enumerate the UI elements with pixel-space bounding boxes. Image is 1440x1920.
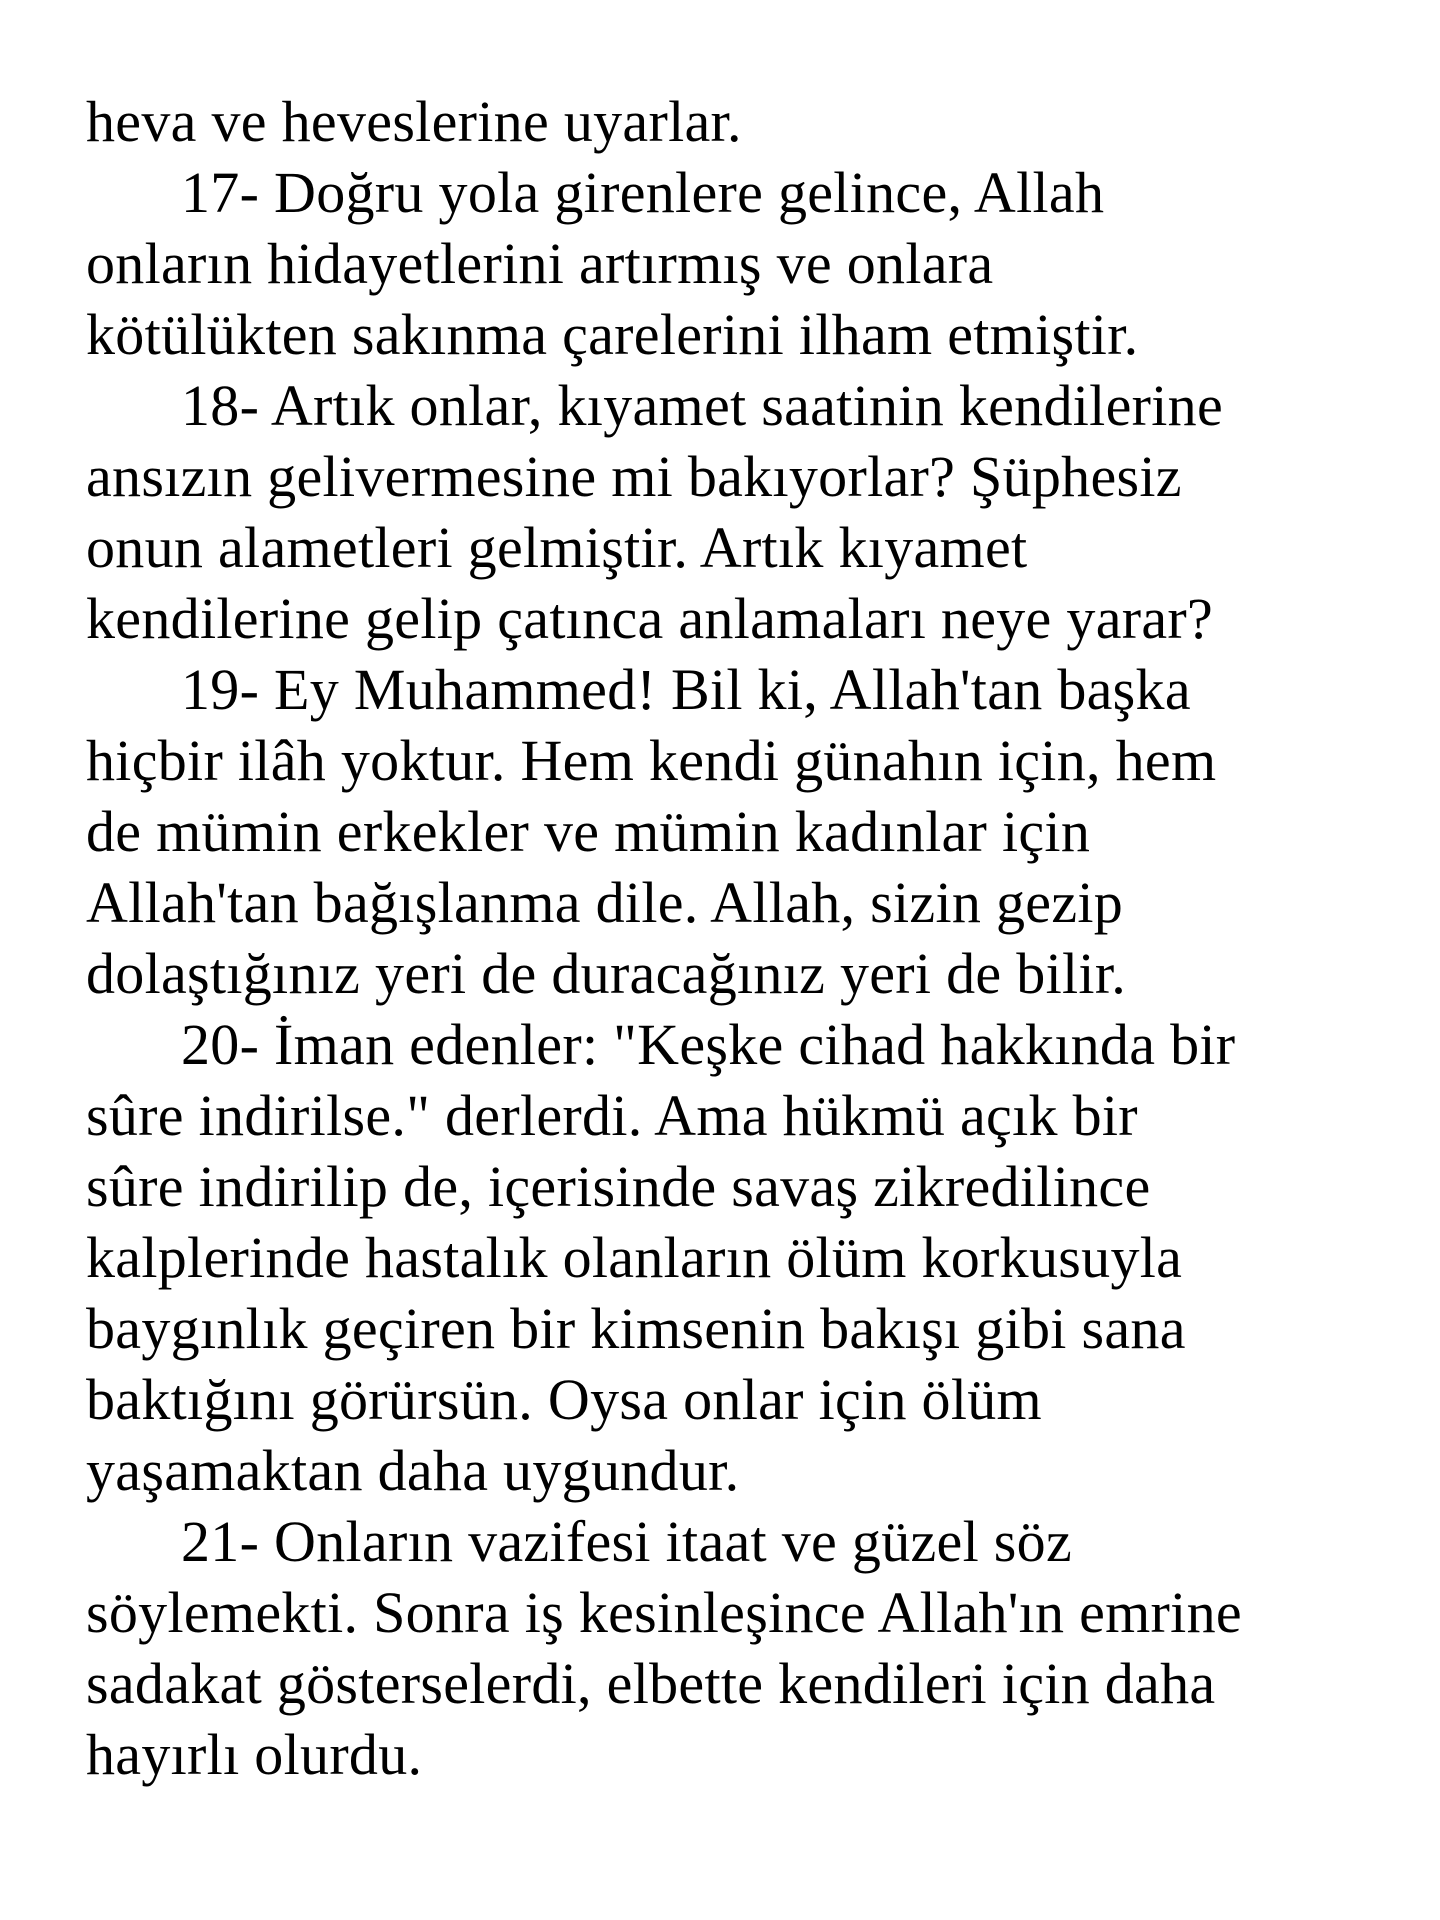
text-line: sûre indirilse." derlerdi. Ama hükmü açık bir	[86, 1083, 1138, 1148]
verse-21-start: 21- Onların vazifesi itaat ve güzel söz	[181, 1509, 1073, 1574]
text-line: dolaştığınız yeri de duracağınız yeri de bilir.	[86, 941, 1127, 1006]
text-line: baygınlık geçiren bir kimsenin bakışı gibi sana	[86, 1296, 1186, 1361]
text-line: onların hidayetlerini artırmış ve onlara	[86, 231, 994, 296]
text-line: de mümin erkekler ve mümin kadınlar için	[86, 799, 1091, 864]
text-line: söylemekti. Sonra iş kesinleşince Allah'ın emrine	[86, 1580, 1242, 1645]
text-line: kötülükten sakınma çarelerini ilham etmiştir.	[86, 302, 1139, 367]
document-page	[86, 86, 1406, 1790]
text-line: yaşamaktan daha uygundur.	[86, 1438, 740, 1503]
verse-18-start: 18- Artık onlar, kıyamet saatinin kendilerine	[181, 373, 1224, 438]
text-line: heva ve heveslerine uyarlar.	[86, 89, 742, 154]
text-line: hayırlı olurdu.	[86, 1722, 423, 1787]
verse-20-start: 20- İman edenler: "Keşke cihad hakkında bir	[181, 1012, 1236, 1077]
verse-17-start: 17- Doğru yola girenlere gelince, Allah	[181, 160, 1105, 225]
text-line: baktığını görürsün. Oysa onlar için ölüm	[86, 1367, 1042, 1432]
text-line: sadakat gösterselerdi, elbette kendileri için daha	[86, 1651, 1216, 1716]
text-line: sûre indirilip de, içerisinde savaş zikredilince	[86, 1154, 1151, 1219]
text-line: ansızın gelivermesine mi bakıyorlar? Şüphesiz	[86, 444, 1182, 509]
text-line: hiçbir ilâh yoktur. Hem kendi günahın için, hem	[86, 728, 1217, 793]
text-line: kalplerinde hastalık olanların ölüm korkusuyla	[86, 1225, 1183, 1290]
text-line: kendilerine gelip çatınca anlamaları neye yarar?	[86, 586, 1214, 651]
text-line: Allah'tan bağışlanma dile. Allah, sizin gezip	[86, 870, 1124, 935]
verse-19-start: 19- Ey Muhammed! Bil ki, Allah'tan başka	[181, 657, 1191, 722]
text-line: onun alametleri gelmiştir. Artık kıyamet	[86, 515, 1028, 580]
